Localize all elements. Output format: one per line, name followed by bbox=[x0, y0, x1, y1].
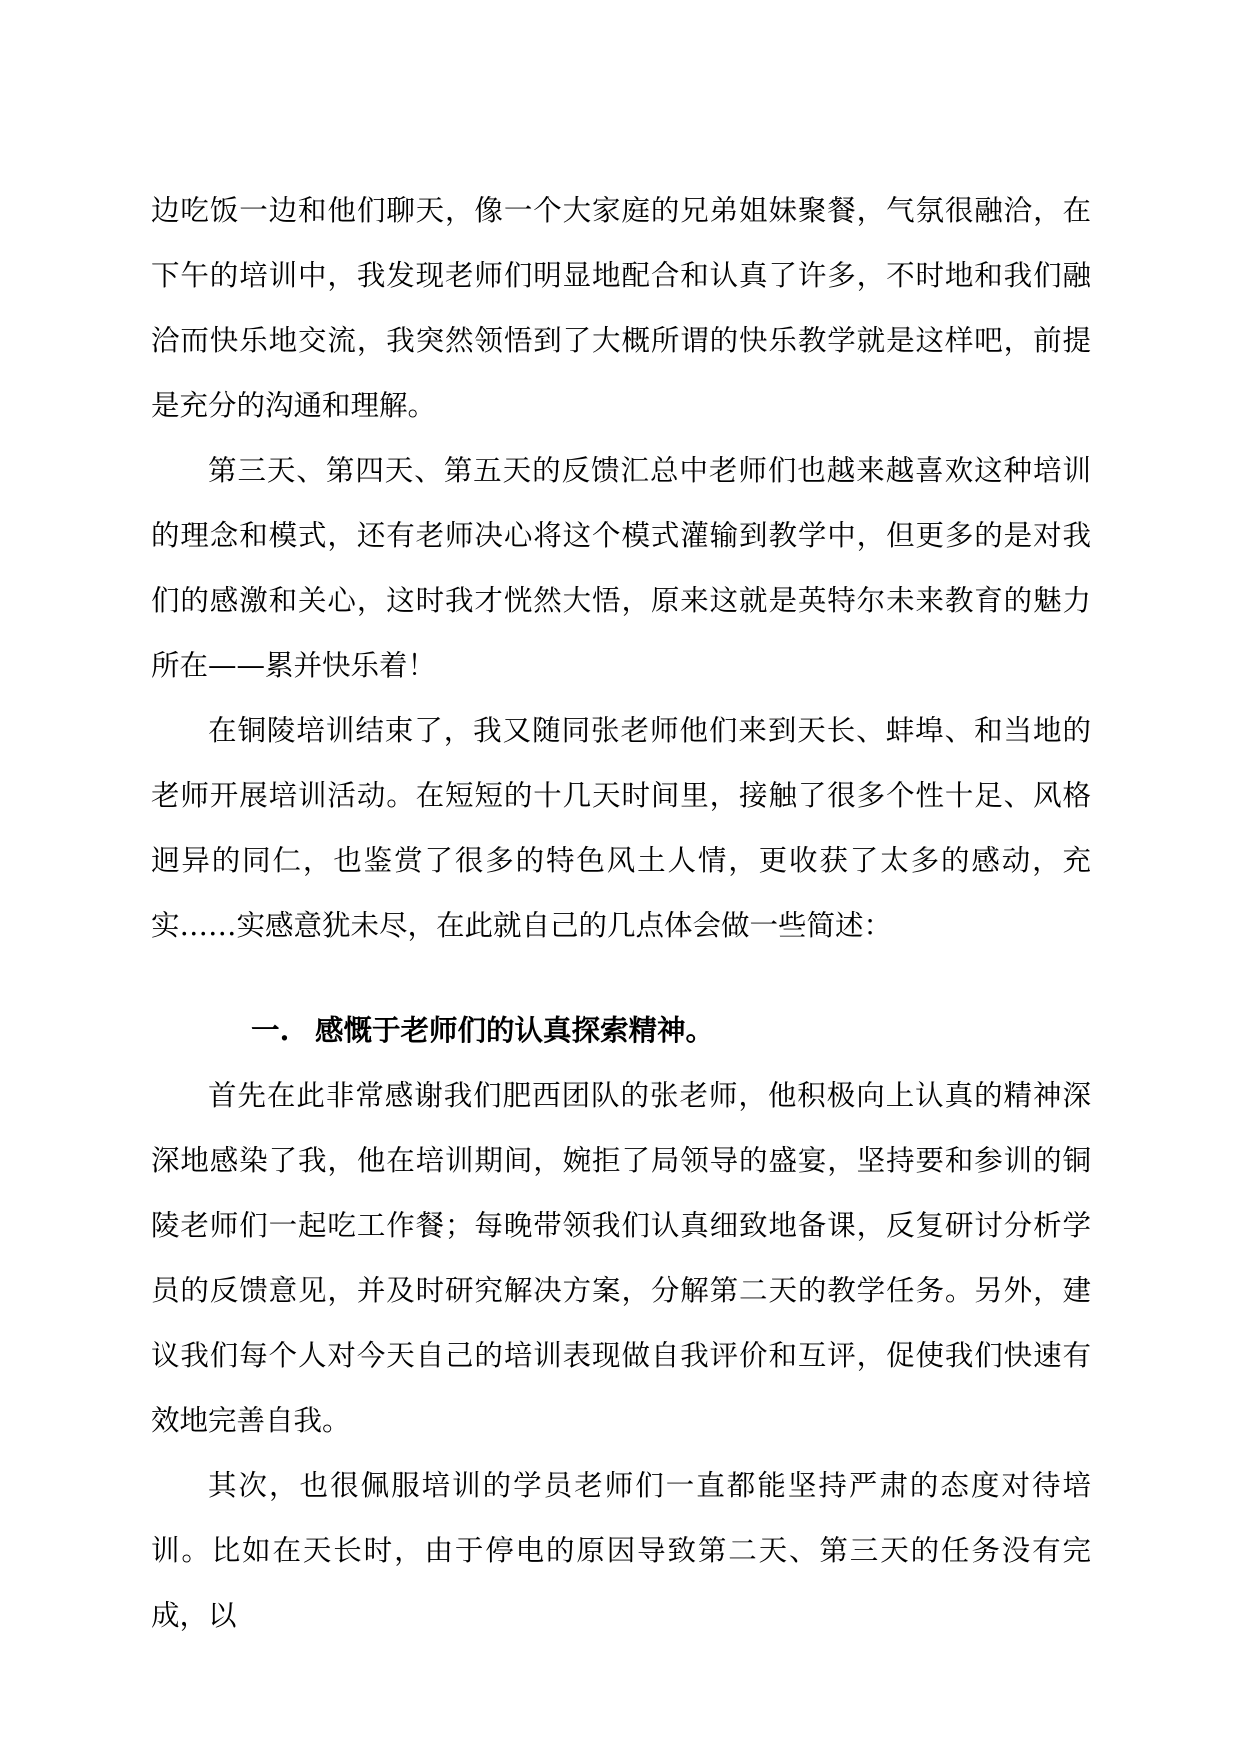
paragraph: 第三天、第四天、第五天的反馈汇总中老师们也越来越喜欢这种培训的理念和模式，还有老师决心将这个模式灌输到教学中，但更多的是对我们的感激和关心，这时我才恍然大悟，原来这就是英特尔未来教育的魅力所在——累并快乐着！ bbox=[151, 454, 1091, 682]
paragraph: 首先在此非常感谢我们肥西团队的张老师，他积极向上认真的精神深深地感染了我，他在培训期间，婉拒了局领导的盛宴，坚持要和参训的铜陵老师们一起吃工作餐；每晚带领我们认真细致地备课，反复研讨分析学员的反馈意见，并及时研究解决方案，分解第二天的教学任务。另外，建议我们每个人对今天自己的培训表现做自我评价和互评，促使我们快速有效地完善自我。 bbox=[151, 1079, 1091, 1437]
section-title: 感慨于老师们的认真探索精神。 bbox=[315, 1013, 715, 1047]
paragraph: 边吃饭一边和他们聊天，像一个大家庭的兄弟姐妹聚餐，气氛很融洽，在下午的培训中，我发现老师们明显地配合和认真了许多，不时地和我们融洽而快乐地交流，我突然领悟到了大概所谓的快乐教学就是这样吧，前提是充分的沟通和理解。 bbox=[151, 194, 1091, 422]
paragraph: 其次，也很佩服培训的学员老师们一直都能坚持严肃的态度对待培训。比如在天长时，由于停电的原因导致第二天、第三天的任务没有完成，以 bbox=[151, 1469, 1091, 1632]
section-number: 一. bbox=[251, 1013, 290, 1047]
document-body bbox=[151, 178, 1091, 1648]
section-heading bbox=[151, 998, 1091, 1063]
paragraph: 在铜陵培训结束了，我又随同张老师他们来到天长、蚌埠、和当地的老师开展培训活动。在短短的十几天时间里，接触了很多个性十足、风格迥异的同仁，也鉴赏了很多的特色风土人情，更收获了太多的感动，充实……实感意犹未尽，在此就自己的几点体会做一些简述： bbox=[151, 714, 1091, 942]
